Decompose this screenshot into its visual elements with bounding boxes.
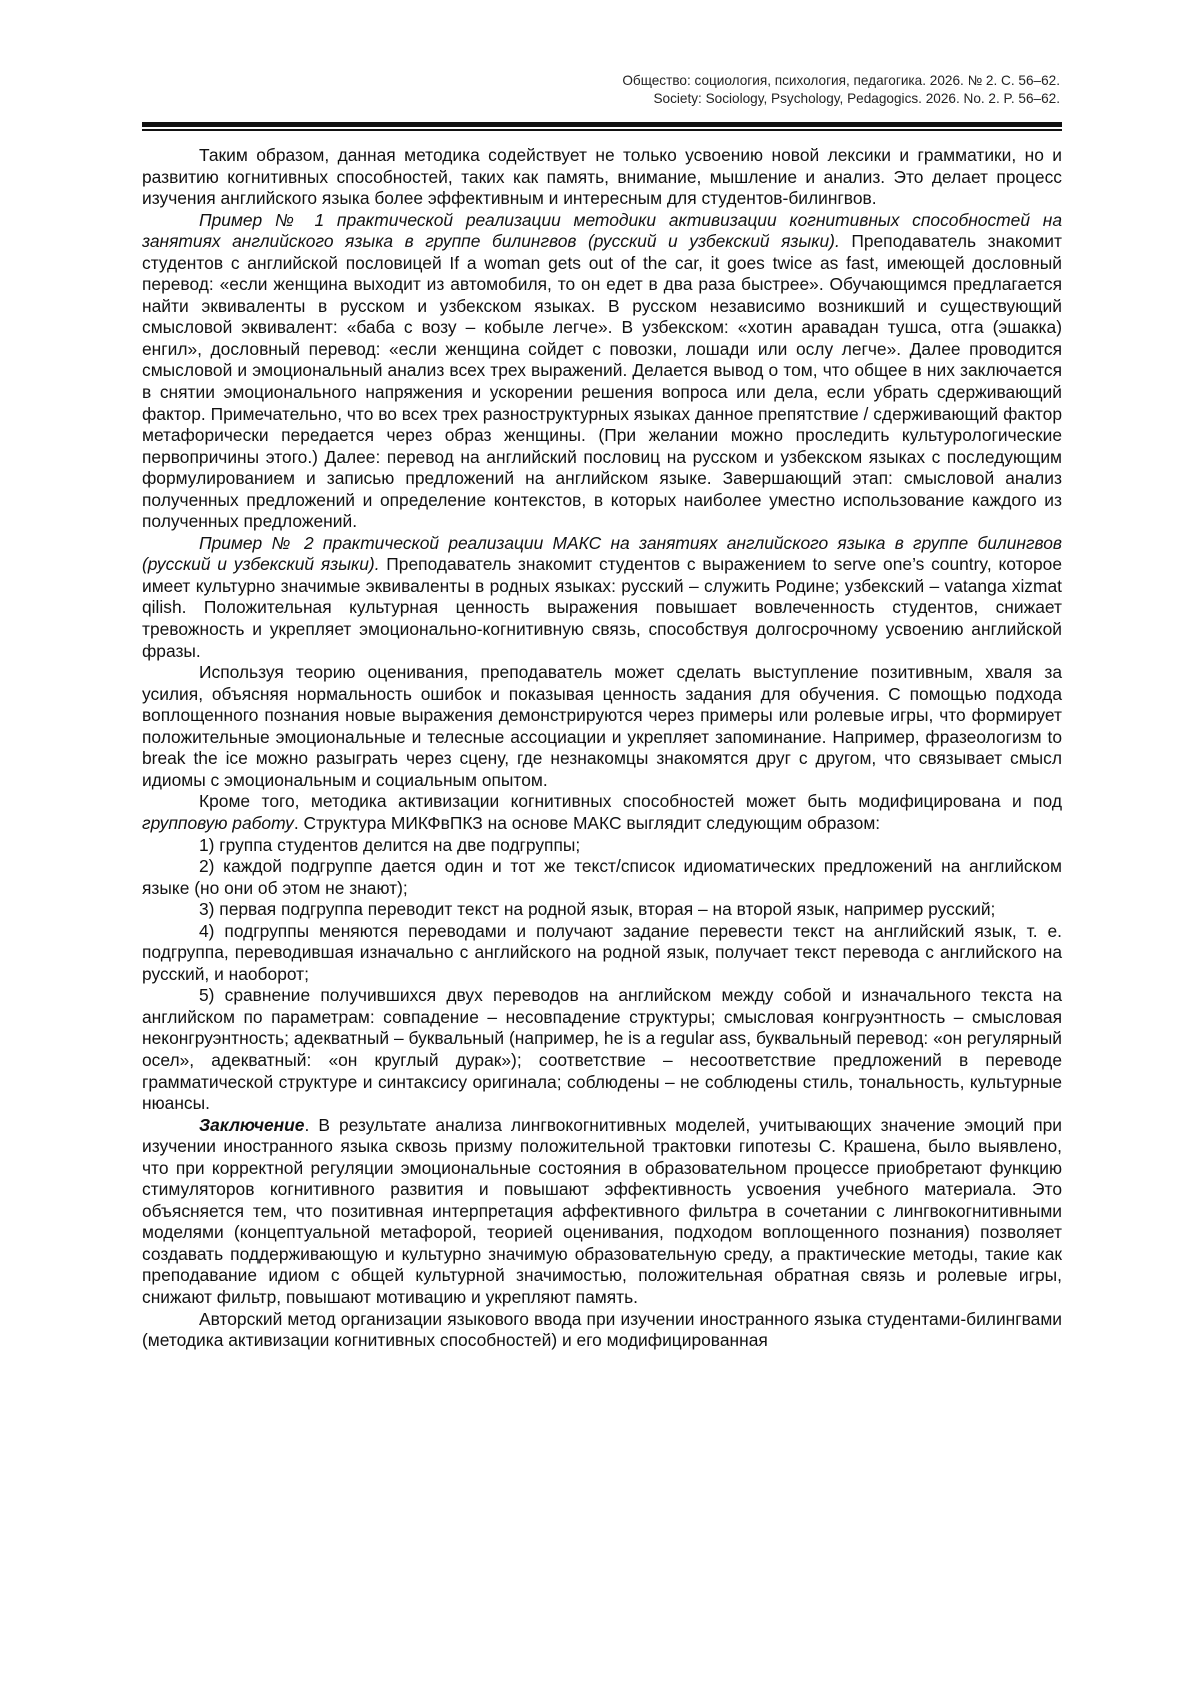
group-work-text-b: . Структура МИКФвПКЗ на основе МАКС выглядит следующим образом: [293, 812, 881, 833]
group-work-italic: групповую работу [142, 812, 294, 833]
conclusion-label: Заключение [199, 1114, 305, 1135]
paragraph-summary: Таким образом, данная методика содействует не только усвоению новой лексики и грамматики, но и развитию когнитивных способностей, таких как память, внимание, мышление и анализ. Это делает процесс изучения английского языка более эффективным и интересным для студентов-билингвов. [142, 145, 1062, 209]
paragraph-example-2 [142, 533, 1062, 662]
paragraph-author-method: Авторский метод организации языкового ввода при изучении иностранного языка студентами-билингвами (методика активизации когнитивных способностей) и его модифицированная [142, 1308, 1062, 1351]
list-item-5: 5) сравнение получившихся двух переводов на английском между собой и изначального текста на английском по параметрам: совпадение – несовпадение структуры; смысловая конгруэнтность – смысловая неконгруэнтность; адекватный – буквальный (например, he is a regular ass, буквальный перевод: «он регулярный осел», адекватный: «он круглый дурак»); соответствие – несоответствие предложений в переводе грамматической структуре и синтаксису оригинала; соблюдены – не соблюдены стиль, тональность, культурные нюансы. [142, 985, 1062, 1114]
group-work-text-a: Кроме того, методика активизации когнитивных способностей может быть модифицирована и под [199, 791, 1062, 812]
header-line-ru: Общество: социология, психология, педагогика. 2026. № 2. С. 56–62. [622, 73, 1060, 88]
example-1-title: Пример № 1 практической реализации методики активизации когнитивных способностей на занятиях английского языка в группе билингвов (русский и узбекский языки). [142, 209, 1062, 252]
header-rule-thick [142, 122, 1062, 127]
running-header [160, 72, 1060, 108]
article-body [142, 145, 1062, 1352]
list-item-2: 2) каждой подгруппе дается один и тот же текст/список идиоматических предложений на английском языке (но они об этом не знают); [142, 856, 1062, 898]
paragraph-appraisal: Используя теорию оценивания, преподаватель может сделать выступление позитивным, хваля за усилия, объясняя нормальность ошибок и показывая ценность задания для обучения. С помощью подхода воплощенного познания новые выражения демонстрируются через примеры или ролевые игры, что формирует положительные эмоциональные и телесные ассоциации и укрепляет запоминание. Например, фразеологизм to break the ice можно разыграть через сцену, где незнакомцы знакомятся друг с другом, что связывает смысл идиомы с эмоциональным и социальным опытом. [142, 662, 1062, 790]
list-item-4: 4) подгруппы меняются переводами и получают задание перевести текст на английский язык, т. е. подгруппа, переводившая изначально с английского на родной язык, получает текст перевода с английского на русский, и наоборот; [142, 920, 1062, 984]
example-1-text: Преподаватель знакомит студентов с английской пословицей If a woman gets out of the car, it goes twice as fast, имеющей дословный перевод: «если женщина выходит из автомобиля, то он едет в два раза быстрее». Обучающимся предлагается найти эквиваленты в русском и узбекском языках. В русском независимо возникший и существующий смысловой эквивалент: «баба с возу – кобыле легче». В узбекском: «хотин аравадан тушса, отга (эшакка) енгил», дословный перевод: «если женщина сойдет с повозки, лошади или ослу легче». Далее проводится смысловой и эмоциональный анализ всех трех выражений. Делается вывод о том, что общее в них заключается в снятии эмоционального напряжения и ускорении решения вопроса или дела, если убрать сдерживающий фактор. Примечательно, что во всех трех разноструктурных языках данное препятствие / сдерживающий фактор метафорически передается через образ женщины. (При желании можно проследить культурологические первопричины этого.) Далее: перевод на английский пословиц на русском и узбекском языках с последующим формулированием и записью предложений на английском языке. Завершающий этап: смысловой анализ полученных предложений и определение контекстов, в которых наиболее уместно использование каждого из полученных предложений. [142, 231, 1062, 532]
paragraph-example-1 [142, 210, 1062, 533]
header-rule-thin [142, 129, 1062, 131]
paragraph-conclusion [142, 1115, 1062, 1309]
conclusion-text: . В результате анализа лингвокогнитивных моделей, учитывающих значение эмоций при изучении иностранного языка сквозь призму положительной трактовки гипотезы С. Крашена, было выявлено, что при корректной регуляции эмоциональные состояния в образовательном процессе приобретают функцию стимуляторов когнитивного развития и повышают эффективность усвоения учебного материала. Это объясняется тем, что позитивная интерпретация аффективного фильтра в сочетании с лингвокогнитивными моделями (концептуальной метафорой, теорией оценивания, подходом воплощенного познания) позволяет создавать поддерживающую и культурно значимую образовательную среду, а практические методы, такие как преподавание идиом с общей культурной значимостью, положительная обратная связь и ролевые игры, снижают фильтр, повышают мотивацию и укрепляют память. [142, 1114, 1062, 1307]
list-item-3: 3) первая подгруппа переводит текст на родной язык, вторая – на второй язык, например русский; [199, 899, 996, 920]
paragraph-group-work [142, 791, 1062, 834]
example-2-title: Пример № 2 практической реализации МАКС на занятиях английского языка в группе билингвов (русский и узбекский языки). [142, 532, 1062, 575]
list-item-1: 1) группа студентов делится на две подгруппы; [199, 834, 581, 855]
header-line-en: Society: Sociology, Psychology, Pedagogics. 2026. No. 2. P. 56–62. [653, 91, 1060, 106]
example-2-text: Преподаватель знакомит студентов с выражением to serve one’s country, которое имеет культурно значимые эквиваленты в родных языках: русский – служить Родине; узбекский – vatanga xizmat qilish. Положительная культурная ценность выражения повышает вовлеченность студентов, снижает тревожность и укрепляет эмоционально-когнитивную связь, способствуя долгосрочному усвоению английской фразы. [142, 554, 1062, 661]
